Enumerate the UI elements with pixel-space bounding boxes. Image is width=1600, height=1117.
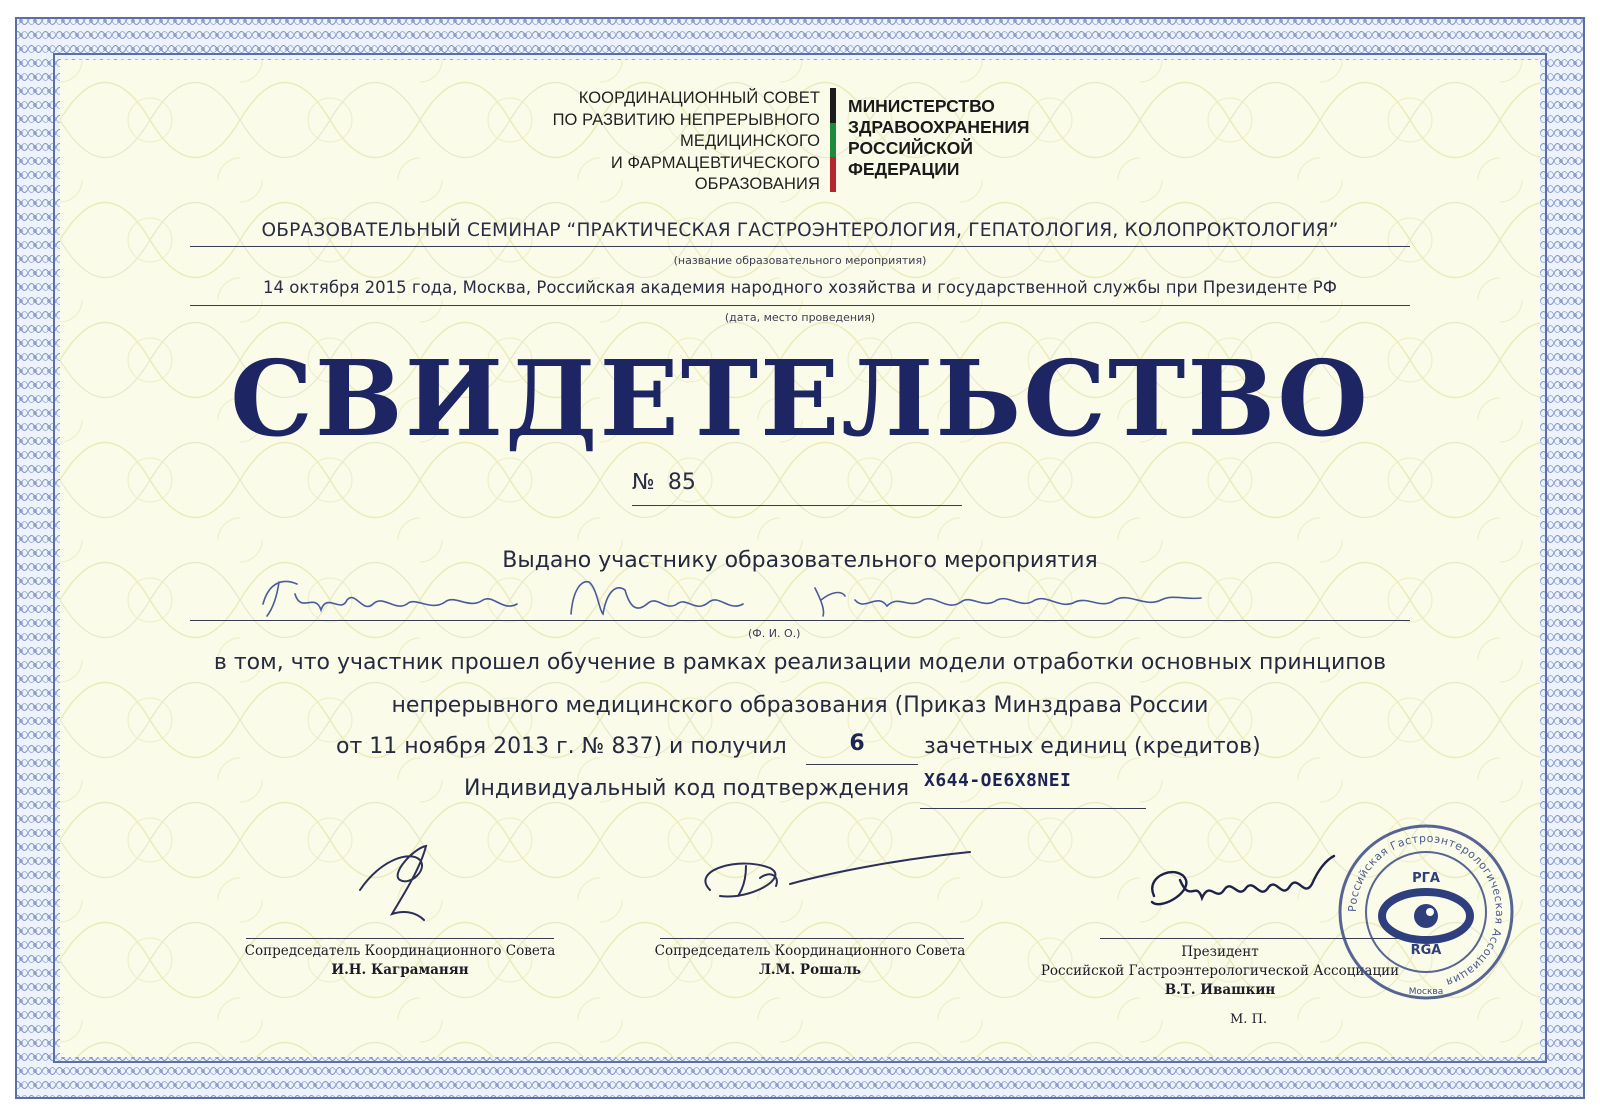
council-line: ПО РАЗВИТИЮ НЕПРЕРЫВНОГО bbox=[552, 110, 820, 129]
council-line: МЕДИЦИНСКОГО bbox=[680, 132, 820, 150]
confirmation-code-label: Индивидуальный код подтверждения bbox=[464, 776, 910, 801]
ministry-name bbox=[848, 96, 1078, 180]
confirmation-code: X644-OE6X8NEI bbox=[924, 770, 1072, 791]
seminar-title: ОБРАЗОВАТЕЛЬНЫЙ СЕМИНАР “ПРАКТИЧЕСКАЯ ГАСТРОЭНТЕРОЛОГИЯ, ГЕПАТОЛОГИЯ, КОЛОПРОКТОЛОГИЯ” bbox=[261, 220, 1339, 241]
ministry-line: ФЕДЕРАЦИИ bbox=[848, 159, 960, 179]
ministry-line: РОССИЙСКОЙ bbox=[848, 138, 973, 158]
divider-green bbox=[830, 123, 836, 158]
signature-line-1 bbox=[246, 938, 554, 939]
council-name bbox=[470, 88, 820, 196]
certificate-number bbox=[632, 470, 696, 495]
signatory-2-title: Сопредседатель Координационного Совета bbox=[654, 943, 966, 959]
body-text-line-2: непрерывного медицинского образования (Приказ Минздрава России bbox=[391, 693, 1209, 718]
body-text-line-3: от 11 ноября 2013 г. № 837) и получил bbox=[336, 734, 787, 759]
signatory-2 bbox=[650, 942, 970, 980]
rga-seal bbox=[1336, 822, 1516, 1002]
signatory-3-title: Президент bbox=[1181, 944, 1259, 960]
credits-underline bbox=[806, 764, 918, 765]
signatory-1-name: И.Н. Каграманян bbox=[331, 962, 469, 978]
ministry-line: МИНИСТЕРСТВО bbox=[848, 96, 995, 116]
number-underline bbox=[632, 505, 962, 506]
signatory-3-organization: Российской Гастроэнтерологической Ассоциации bbox=[1040, 963, 1400, 979]
name-underline bbox=[190, 620, 1410, 621]
body-text-line-1: в том, что участник прошел обучение в рамках реализации модели отработки основных принципов bbox=[213, 650, 1387, 675]
divider-red bbox=[830, 157, 836, 192]
document-title: СВИДЕТЕЛЬСТВО bbox=[230, 337, 1370, 460]
signatory-2-name: Л.М. Рошаль bbox=[758, 962, 862, 978]
event-place-caption: (дата, место проведения) bbox=[724, 311, 876, 324]
event-title-underline bbox=[190, 246, 1410, 247]
council-line: И ФАРМАЦЕВТИЧЕСКОГО bbox=[610, 153, 820, 172]
signatory-3-name: В.Т. Ивашкин bbox=[1164, 982, 1276, 998]
number-sign: № bbox=[632, 470, 655, 495]
seal-abbr-en: RGA bbox=[1410, 943, 1442, 958]
divider-black bbox=[830, 88, 836, 123]
event-place-underline bbox=[190, 305, 1410, 306]
signatory-1-title: Сопредседатель Координационного Совета bbox=[244, 943, 556, 959]
name-caption: (Ф. И. О.) bbox=[748, 627, 801, 640]
council-line: КООРДИНАЦИОННЫЙ СОВЕТ bbox=[578, 89, 820, 107]
event-name-caption: (название образовательного мероприятия) bbox=[673, 254, 927, 267]
signatory-1 bbox=[240, 942, 560, 980]
code-underline bbox=[920, 808, 1146, 809]
issued-to-label: Выдано участнику образовательного мероприятия bbox=[502, 548, 1098, 573]
number-value: 85 bbox=[667, 470, 696, 495]
credits-value: 6 bbox=[849, 731, 865, 756]
credits-suffix: зачетных единиц (кредитов) bbox=[924, 734, 1261, 759]
seal-city: Москва bbox=[1408, 987, 1444, 997]
seal-abbr-ru: РГА bbox=[1412, 871, 1440, 886]
tricolor-divider bbox=[830, 88, 836, 192]
signature-line-2 bbox=[660, 938, 964, 939]
council-line: ОБРАЗОВАНИЯ bbox=[694, 175, 820, 193]
seal-ring-text: Российская Гастроэнтерологическая Ассоциация bbox=[1345, 831, 1507, 989]
stamp-place-label: М. П. bbox=[1230, 1012, 1268, 1027]
event-date-place: 14 октября 2015 года, Москва, Российская академия народного хозяйства и государственной службы при Президенте РФ bbox=[263, 278, 1337, 297]
ministry-line: ЗДРАВООХРАНЕНИЯ bbox=[848, 117, 1030, 137]
